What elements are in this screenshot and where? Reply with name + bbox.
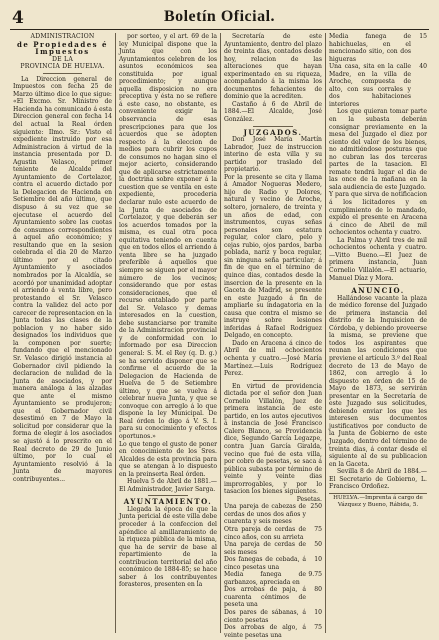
article-body: La Direccion general de Impuestos con fecha 25 de Marzo último dice lo que sigue: «El Excmo. Sr. Ministro de Hacienda ha comunicado á esta Direccion general con fecha 14 del actual la Real órden siguiente: Ilmo. Sr.: Visto el expediente instruido por esa Administracion á virtud de la instancia presentada por D. Agustin Velasco, primer teniente de Alcalde del Ayuntamiento de Cortelazor, contra el acuerdo dictado por la Delegacion de Hacienda en Setiembre del año último, que dispuso á su vez que se ejecutase el acuerdo del Ayuntamiento sobre las cuotas de consumos correspondientes á aquel año económico; y resultando que en la sesion celebrada el dia 20 de Marzo último por el citado Ayuntamiento y asociados nombrados por la Alcaldía, se acordó por unanimidad adoptar el arriendo á venta libre, pero protestando el Sr. Velasco contra la validez del acto por carecer de representacion en la Junta todas las clases de la poblacion y no haber sido designados los individuos que la componen por suerte; fundando que el mencionado Sr. Velasco dirigió instancia al Gobernador civil pidiendo la declaracion de nulidad de la Junta de asociados, y por manera análoga á las alzadas que ante el mismo Ayuntamiento se produjeron; que el Gobernador civil desestimó en 7 de Mayo la solicitud por considerar que la forma de elegir á los asociados se ajustó á lo prescrito en el Real decreto de 29 de Junio último, por lo cual el Ayuntamiento resolvió á la Junta de mayores contribuyentes... (13, 75, 112, 483)
article-body: por sorteo, y el art. 69 de la ley Municipal dispone que la Junta que con los Ayuntamientos celebren de los asuntos económicos sea constituida por igual procedimiento; y aunque aquella disposicion no era preceptiva y ésta no se refiere á este caso, no obstante, es conveniente exigir la observancia de esas prescripciones para que los acuerdos que se adopten respecto á la eleccion de medios para cubrir los cupos de consumos no hagan sino el mejor acierto, considerando que de aplicarse estrictamente la doctrina sobre exponer á la cuestion que se ventila en este expediente, procederia declarar nulo este acuerdo de la Junta de asociados de Cortelazor, y que deberán ser los acuerdos tomados por la misma, es cual otra poca equitativa teniendo en cuenta que en todos ellos el arriendo á venta libre se ha juzgado preferible á aquellos que siempre se siguen por el mayor número de los vecinos; considerando que por estas consideraciones, que el recurso entablado por parte del Sr. Velasco y demas interesados en la cuestion, debe sustanciarse por tramite de la Administracion provincial y de conformidad con lo informado por esa Direccion general: S. M. el Rey (q. D. g.) se ha servido disponer que se confirme el acuerdo de la Delegacion de Hacienda de Huelva de 5 de Setiembre último, y que se vuelva á celebrar nueva Junta, y que se convoque con arreglo á lo que dispone la ley Municipal. De Real órden lo digo á V. S. I. para su conocimiento y efectos oportunos.» Lo que tengo el gusto de poner en conocimiento de los Sres. Alcaldes de esta provincia para que se atengan á lo dispuesto en la preinserta Real órden. (119, 33, 217, 478)
printer-footer: HUELVA.—Imprenta á cargo de Vázquez y Bueno, Rábida, 5. (329, 493, 427, 509)
list-item: Dos pares de sábanas, á ciento pesetas 10 (224, 609, 322, 624)
article-body: Llegada la época de que la Junta pericial de este villa debe proceder á la confeccion del apéndice al amillaramiento de la riqueza pública de la misma, que ha de servir de base al repartimiento de la contribucion territorial del año económico de 1884-85; se hace saber á los contribuyentes forasteros, presenten en la (119, 505, 217, 589)
section-heading: ADMINISTRACION (30, 33, 95, 40)
goods-list (329, 33, 427, 108)
goods-list (224, 503, 322, 639)
list-item: Dos arrobas de algo, á veinte pesetas una 75 (224, 624, 322, 639)
section-heading: ANUNCIO. (351, 286, 405, 296)
article-body: Secretaría de este Ayuntamiento, dentro del plazo de treinta dias, contados desde hoy, relacion de las alteraciones que hayan experimentado en su riqueza, acompañando á la misma los documentos fehacientes de dominio que la acrediten. (224, 33, 322, 101)
article-body: Don José María Martín Labrador, Juez de instruccion interino de esta villa y su partido por traslado del propietario. Por la presente se cita y llama á Amador Nogueras Medero, hijo de Radio y Dolores, natural y vecino de Aroche, soltero, jornalero, de treinta y un años de edad, con instrumentos, cuyas señas personales son estatura regular, color claro, pelo y cejas rubio, ojos pardos, barba poblada, nariz y boca regular, sin ninguna seña particular; á fin de que en el término de quince dias, contados desde la insercion de la presente en la Gaceta de Madrid, se presente en este Juzgado á fin de ampliarle su indagatoria en la causa que contra el mismo se instruye sobre lesiones inferidas á Rafael Rodriguez Delgado, en concepto. (224, 136, 322, 340)
column-4 (325, 33, 430, 633)
section-heading: PROVINCIA DE HUELVA. (20, 63, 105, 71)
article-body: Dado en Aracena á cinco de Abril de mil ochocientos ochenta y cuatro.—José María Martínez.—Luis Rodríguez Perez. (224, 339, 322, 378)
list-item: Una pareja de cabezas de cerdas de unos dos años y cuarenta y seis meses 250 (224, 503, 322, 526)
signature: La Palma y Abril tres de mil ochocientos ochenta y cuatro.—Vitto Bueno.—El Juez de primera instancia, Juan Cornelio Villalón.—El actuario, Manuel Díaz y Mora. (329, 236, 427, 282)
gazette-title: Boletín Oficial. (163, 8, 276, 25)
text-columns (10, 33, 430, 639)
column-2 (115, 33, 220, 633)
divider (358, 284, 397, 285)
article-body: En virtud de providencia dictada por el señor don Juan Cornelio Villalón, Juez de primera instancia de este partido, en los autos ejecutivos á instancia de José Francisco Calero Blanco, se Providencia dice, Segundo García Legazpe, contra Juan García Giralda, vecino que fué de esta villa, por cobro de pesetas, se saca á pública subasta por término de veinte y veinte dias improrrogables, y por lo tasacion los bienes siguientes. (224, 382, 322, 496)
divider (148, 495, 187, 496)
divider (253, 380, 292, 381)
section-heading: JUZGADOS. (243, 127, 303, 137)
list-item: Otra pareja de cerdas de cinco años, con su arrieta 75 (224, 526, 322, 541)
column-1 (10, 33, 115, 633)
column-3 (220, 33, 325, 639)
list-item: Dos arrobas de paja, á cuarenta céntimos de peseta una 80 (224, 586, 322, 609)
signature: Castaño á 6 de Abril de 1884.—El Alcalde, José González. (224, 100, 322, 124)
list-item: Dos fanegas de cebada, á cinco pesetas una 10 (224, 556, 322, 571)
section-heading: AYUNTAMIENTO. (123, 497, 213, 507)
list-item: Una pareja de cerdas de seis meses 50 (224, 541, 322, 556)
divider (43, 73, 83, 74)
signature: Sevilla 8 de Abril de 1884.—El Secretario de Gobierno, L. Francisco Ordoñez. (329, 468, 427, 491)
section-heading: DE LA (51, 55, 74, 63)
header-rule (10, 29, 429, 30)
divider (253, 126, 292, 127)
list-item: Media fanega de habichuelas, en el mencionado sitio, con dos higueras 15 (329, 33, 427, 63)
signature: Huelva 5 de Abril de 1881.—El Administrador, Javier Sarga. (119, 478, 217, 493)
article-body: Hallándose vacante la plaza de médico forense del Juzgado de primera instancia del distrito de la Inquisicion de Córdoba, y debiendo proveerse la misma, se previene que todos los aspirantes que reunan las condiciones que previene el artículo 3.º del Real decreto de 13 de Mayo de 1862, con arreglo á lo dispuesto en órden de 15 de Mayo de 1873, se servirán presentar en la Secretaría de este Juzgado sus solicitudes, debiendo enviar los que les interesen sus documentos justificativos por conducto de la Junta de Gobierno de este Juzgado, dentro del término de treinta dias, á contar desde el siguiente al de su publicacion en la Gaceta. (329, 294, 427, 468)
list-item: Media fanega de garbanzos, apreciada en 9.75 (224, 571, 322, 586)
article-body: Los que quieran tomar parte en la subasta deberán consignar previamente en la mesa del Juzgado el diez por ciento del valor de los bienes, no admitiéndose posturas que no cubran las dos terceras partes de la tasacion. El remate tendrá lugar el dia de las once de la mañana en la sala audiencia de este Juzgado. Y para que sirva de notificacion á los licitadores y en cumplimiento de lo mandado, expido el presente en Aracena á cinco de Abril de mil ochocientos ochenta y cuatro. (329, 108, 427, 237)
currency-label: Pesetas. (296, 495, 322, 503)
section-heading: de Propiedades é Impuestos (16, 39, 109, 57)
list-item: Una casa, sita en la calle Madre, en la villa de Aroche, compuesta de alto, con sus corrales y dos habitaciones interiores 40 (329, 63, 427, 108)
page-number: 4 (12, 8, 24, 28)
